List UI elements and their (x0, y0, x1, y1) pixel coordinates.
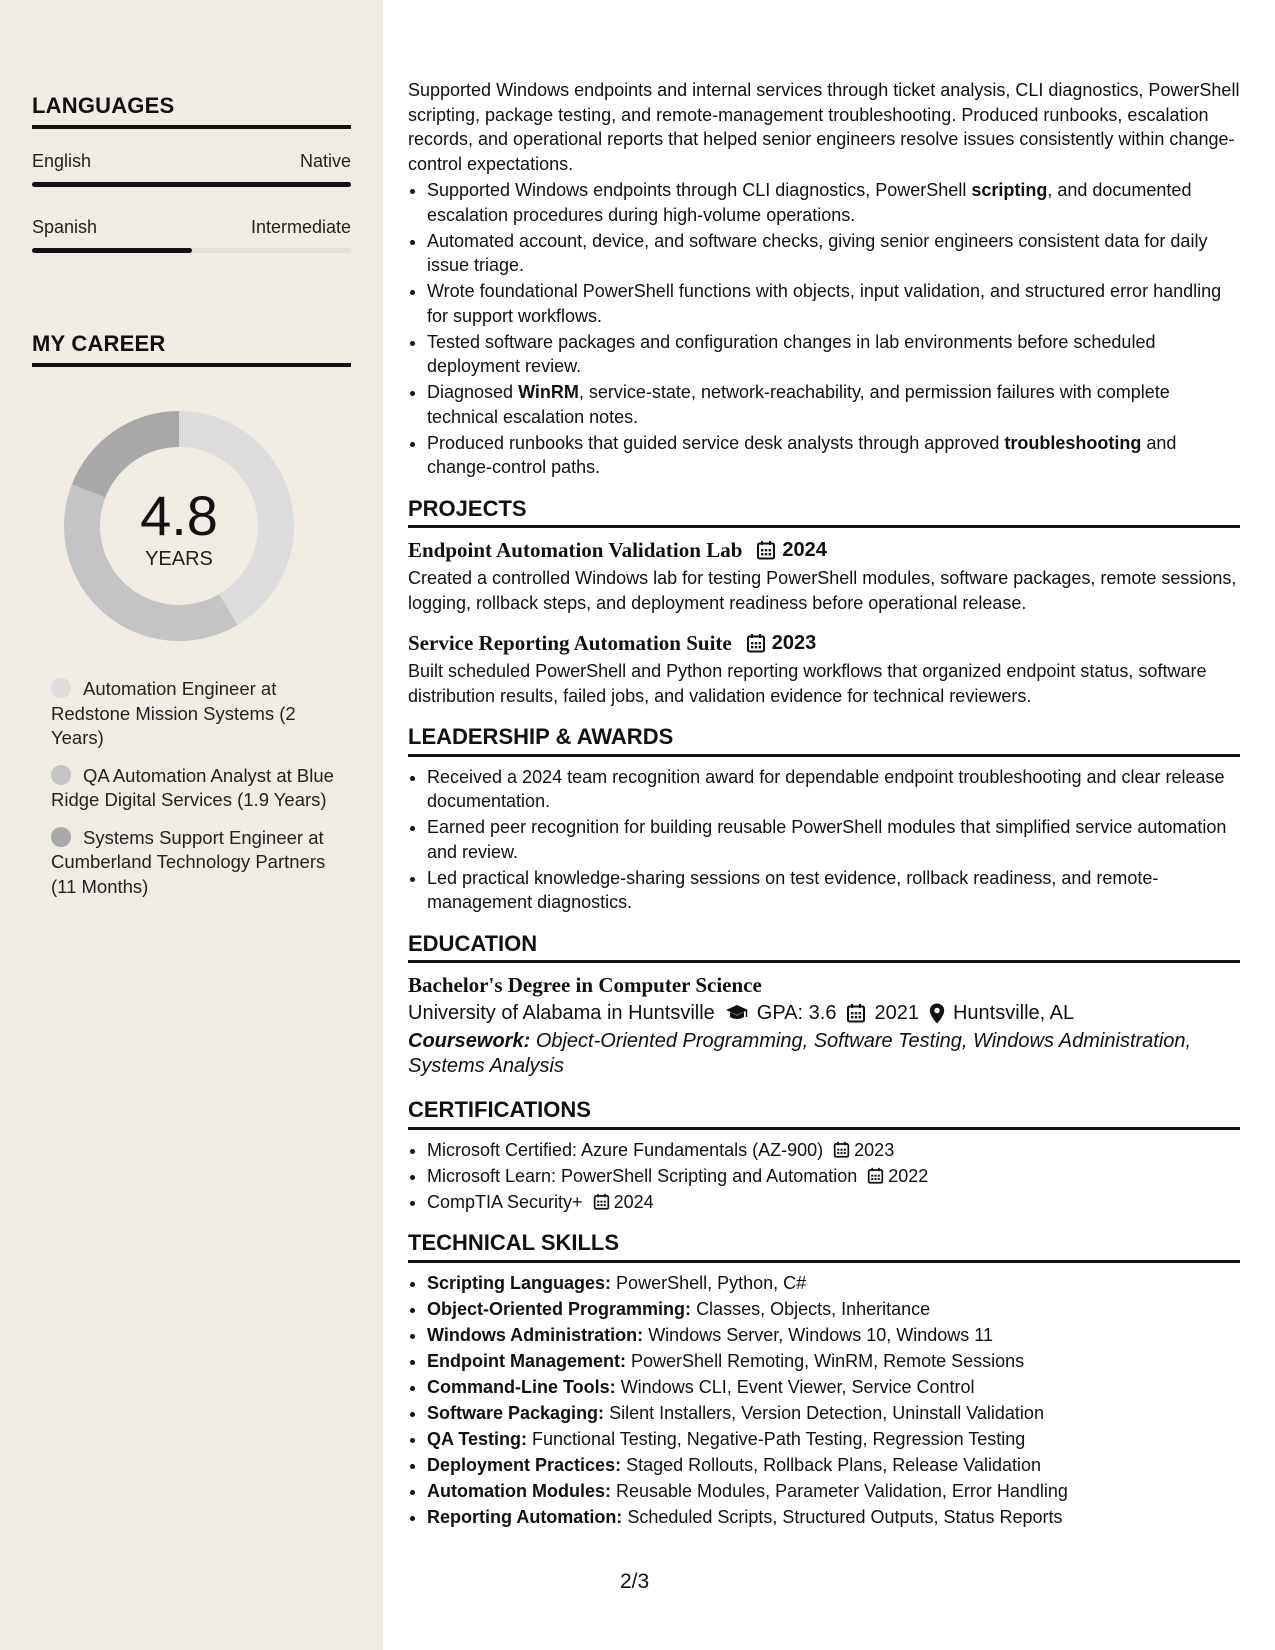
skill-label: Command-Line Tools: (427, 1376, 616, 1397)
calendar-icon (746, 633, 766, 653)
experience-bullet (427, 279, 1240, 328)
skill-value: Scheduled Scripts, Structured Outputs, Status Reports (627, 1506, 1063, 1527)
legend-dot-icon (51, 827, 71, 847)
skill-value: Windows CLI, Event Viewer, Service Control (620, 1376, 975, 1397)
language-row (32, 151, 351, 172)
calendar-icon (833, 1141, 850, 1158)
leadership-item: • Led practical knowledge-sharing sessions on test evidence, rollback readiness, and remote-management diagnostics. (427, 866, 1240, 915)
skill-value: Functional Testing, Negative-Path Testing, Regression Testing (532, 1428, 1026, 1449)
language-row (32, 217, 351, 238)
career-legend-text: QA Automation Analyst at Blue Ridge Digital Services (1.9 Years) (51, 764, 334, 810)
leadership-list (408, 765, 1240, 915)
bullet-keyword: scripting (971, 180, 1048, 200)
coursework (408, 1029, 1240, 1078)
language-level: Native (299, 151, 351, 171)
project-year: 2023 (771, 632, 817, 654)
skill-value: PowerShell Remoting, WinRM, Remote Sessions (631, 1350, 1025, 1371)
language-english (32, 151, 351, 187)
bullet-text: Tested software packages and configuration changes in lab environments before scheduled deployment review. (427, 331, 1156, 376)
skill-label: Endpoint Management: (427, 1350, 626, 1371)
leadership-heading: LEADERSHIP & AWARDS (408, 725, 1240, 757)
project-title: Endpoint Automation Validation Lab (408, 538, 743, 562)
bullet-text: , service-state, network-reachability, and permission failures with complete technical escalation notes. (427, 382, 1170, 427)
experience-bullet (427, 229, 1240, 278)
language-proficiency-fill (32, 182, 351, 187)
certification-year: 2023 (854, 1139, 895, 1160)
legend-dot-icon (51, 765, 71, 785)
school-name: University of Alabama in Huntsville (408, 1002, 715, 1024)
experience-summary: Supported Windows endpoints and internal services through ticket analysis, CLI diagnostics, PowerShell scripting, package testing, and remote-management troubleshooting. Produced runbooks, escalation records, and operational reports that helped senior engineers resolve issues consistently within change-control expectations. (408, 80, 1240, 174)
skill-item (427, 1349, 1240, 1374)
skill-item (427, 1505, 1240, 1530)
skill-label: Scripting Languages: (427, 1272, 612, 1293)
skill-item (427, 1271, 1240, 1296)
career-legend (51, 677, 336, 899)
calendar-icon (846, 1003, 866, 1023)
leadership-section (408, 725, 1240, 915)
skills-list (408, 1271, 1240, 1530)
coursework-label: Coursework: (408, 1030, 531, 1052)
career-donut-chart (64, 411, 294, 641)
skills-section (408, 1231, 1240, 1529)
career-legend-item (51, 764, 336, 813)
skill-label: Windows Administration: (427, 1324, 644, 1345)
project-description: Created a controlled Windows lab for testing PowerShell modules, software packages, remote sessions, logging, rollback steps, and deployment readiness before operational release. (408, 568, 1237, 613)
main-content (408, 78, 1240, 1531)
career-heading: MY CAREER (32, 331, 351, 367)
career-legend-text: Systems Support Engineer at Cumberland Technology Partners (11 Months) (51, 826, 326, 897)
certification-item (427, 1138, 1240, 1163)
certifications-section (408, 1098, 1240, 1214)
bullet-text: Automated account, device, and software checks, giving senior engineers consistent data for daily issue triage. (427, 230, 1208, 275)
coursework-list: Object-Oriented Programming, Software Testing, Windows Administration, Systems Analysis (408, 1030, 1192, 1077)
projects-section (408, 497, 1240, 709)
certification-name: CompTIA Security+ (427, 1191, 583, 1212)
page-number: 2/3 (620, 1570, 650, 1593)
bullet-text: Produced runbooks that guided service desk analysts through approved (427, 432, 1005, 453)
skill-label: Object-Oriented Programming: (427, 1298, 692, 1319)
skill-label: Deployment Practices: (427, 1454, 622, 1475)
project-title-row (408, 536, 1240, 564)
experience-bullet (427, 380, 1240, 429)
bullet-text: Diagnosed (427, 382, 519, 402)
career-total (64, 411, 294, 641)
education-heading: EDUCATION (408, 932, 1240, 964)
language-level: Intermediate (250, 217, 351, 237)
graduation-cap-icon (725, 1003, 749, 1023)
language-spanish (32, 217, 351, 253)
skill-value: Classes, Objects, Inheritance (696, 1298, 931, 1319)
certifications-heading: CERTIFICATIONS (408, 1098, 1240, 1130)
certification-item (427, 1190, 1240, 1215)
skill-value: PowerShell, Python, C# (616, 1272, 807, 1293)
project-year: 2024 (782, 539, 827, 561)
skill-value: Silent Installers, Version Detection, Uninstall Validation (609, 1402, 1044, 1423)
bullet-text: Wrote foundational PowerShell functions with objects, input validation, and structured error handling for support workflows. (427, 281, 1222, 326)
career-legend-item (51, 826, 336, 900)
project-description: Built scheduled PowerShell and Python reporting workflows that organized endpoint status, software distribution results, failed jobs, and validation evidence for technical reviewers. (408, 661, 1207, 706)
skill-value: Staged Rollouts, Rollback Plans, Release Validation (626, 1454, 1041, 1475)
school-location: Huntsville, AL (952, 1002, 1075, 1024)
education-section (408, 932, 1240, 1079)
project-title-row (408, 629, 1240, 657)
skill-label: Automation Modules: (427, 1480, 611, 1501)
experience-bullets (408, 178, 1240, 480)
education-details (408, 999, 1240, 1027)
skill-label: QA Testing: (427, 1428, 527, 1449)
skill-item (427, 1453, 1240, 1478)
experience-bullet (427, 330, 1240, 379)
bullet-keyword: WinRM (518, 382, 579, 402)
career-legend-item (51, 677, 336, 751)
bullet-text: Supported Windows endpoints through CLI diagnostics, PowerShell (427, 180, 972, 200)
project-title: Service Reporting Automation Suite (408, 631, 732, 655)
career-total-value: 4.8 (140, 483, 218, 547)
skill-item (427, 1297, 1240, 1322)
gpa: GPA: 3.6 (756, 1002, 837, 1024)
experience-bullet (427, 431, 1240, 480)
language-name: Spanish (32, 217, 98, 237)
skill-label: Software Packaging: (427, 1402, 605, 1423)
certifications-list (408, 1138, 1240, 1215)
career-total-unit: YEARS (145, 547, 213, 570)
certification-name: Microsoft Certified: Azure Fundamentals (AZ-900) (427, 1139, 824, 1160)
leadership-item: • Earned peer recognition for building reusable PowerShell modules that simplified service automation and review. (427, 815, 1240, 864)
sidebar (0, 0, 383, 1650)
certification-item (427, 1164, 1240, 1189)
skill-item (427, 1375, 1240, 1400)
skill-item (427, 1401, 1240, 1426)
legend-dot-icon (51, 678, 71, 698)
skills-heading: TECHNICAL SKILLS (408, 1231, 1240, 1263)
leadership-item: • Received a 2024 team recognition award for dependable endpoint troubleshooting and clear release documentation. (427, 765, 1240, 814)
degree-title: Bachelor's Degree in Computer Science (408, 973, 762, 997)
skill-label: Reporting Automation: (427, 1506, 623, 1527)
skill-value: Reusable Modules, Parameter Validation, Error Handling (616, 1480, 1068, 1501)
bullet-keyword: troubleshooting (1004, 432, 1142, 453)
experience-bullet (427, 178, 1240, 227)
bullet-text: and change-control paths. (427, 432, 1177, 477)
language-proficiency-fill (32, 248, 192, 253)
career-legend-text: Automation Engineer at Redstone Mission Systems (2 Years) (51, 678, 296, 748)
projects-heading: PROJECTS (408, 497, 1240, 529)
location-pin-icon (929, 1003, 945, 1024)
language-name: English (32, 151, 92, 171)
calendar-icon (756, 540, 776, 560)
languages-heading: LANGUAGES (32, 93, 351, 129)
skill-item (427, 1427, 1240, 1452)
language-proficiency-bar (32, 182, 351, 187)
graduation-year: 2021 (874, 1002, 919, 1024)
skill-value: Windows Server, Windows 10, Windows 11 (648, 1324, 993, 1345)
certification-year: 2024 (613, 1191, 654, 1212)
skill-item (427, 1479, 1240, 1504)
bullet-text: , and documented escalation procedures during high-volume operations. (427, 180, 1192, 225)
certification-name: Microsoft Learn: PowerShell Scripting and Automation (427, 1165, 858, 1186)
calendar-icon (867, 1167, 884, 1184)
certification-year: 2022 (888, 1165, 929, 1186)
language-proficiency-bar (32, 248, 351, 253)
skill-item (427, 1323, 1240, 1348)
calendar-icon (593, 1193, 610, 1210)
